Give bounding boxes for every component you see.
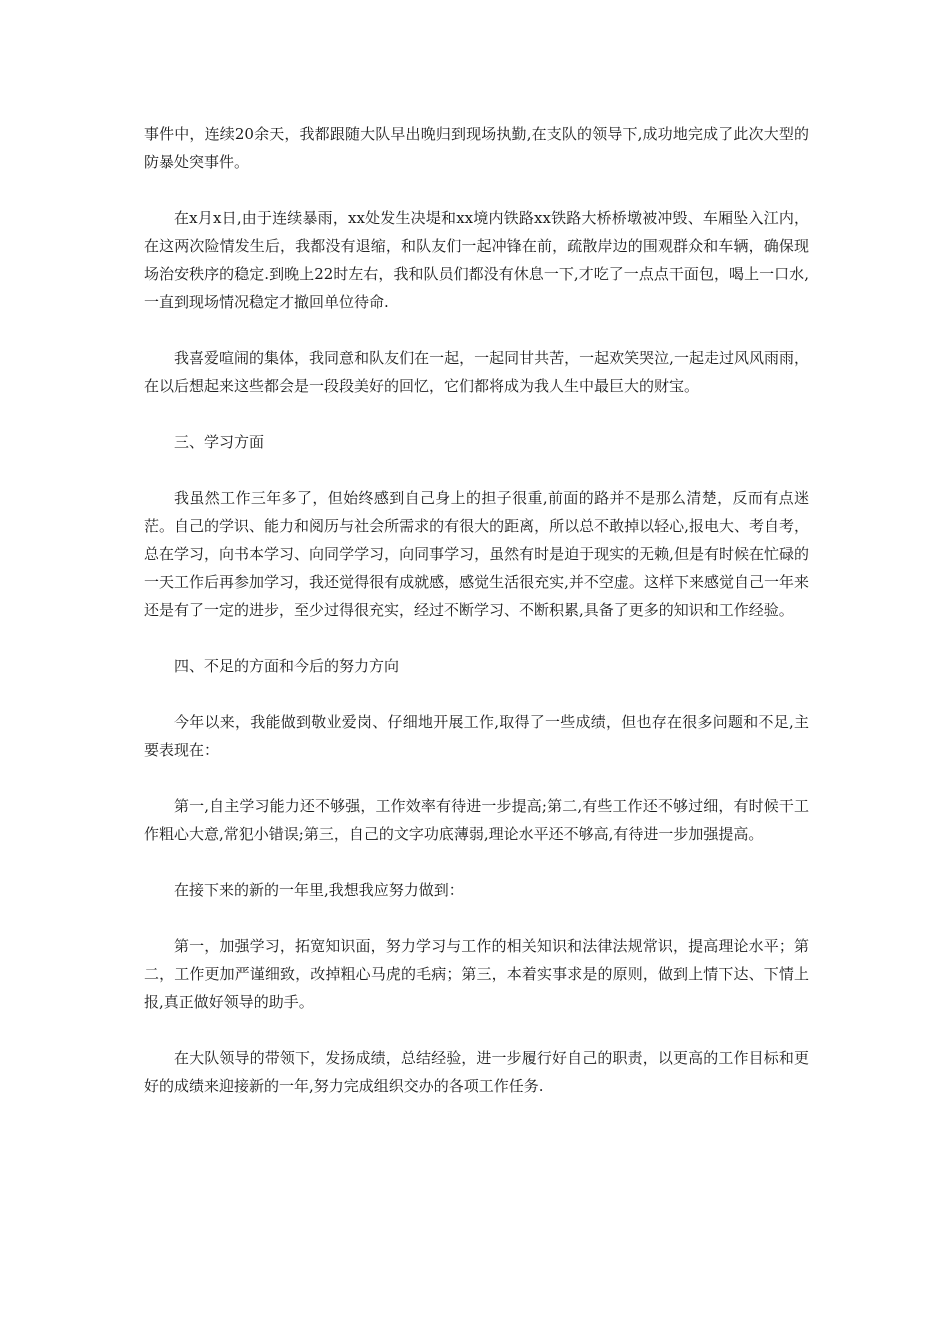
section-heading-shortcomings: 四、不足的方面和今后的努力方向 bbox=[174, 657, 400, 675]
paragraph-shortcomings-list: 第一,自主学习能力还不够强，工作效率有待进一步提高;第二,有些工作还不够过细，有时候干工作粗心大意,常犯小错误;第三，自己的文字功底薄弱,理论水平还不够高,有待进一步加强提高。 bbox=[144, 797, 809, 843]
paragraph-closing: 在大队领导的带领下，发扬成绩，总结经验，进一步履行好自己的职责，以更高的工作目标和更好的成绩来迎接新的一年,努力完成组织交办的各项工作任务. bbox=[144, 1049, 809, 1095]
section-heading-study: 三、学习方面 bbox=[174, 433, 265, 451]
paragraph-team-spirit: 我喜爱喧闹的集体，我同意和队友们在一起，一起同甘共苦，一起欢笑哭泣,一起走过风风雨雨，在以后想起来这些都会是一段段美好的回忆，它们都将成为我人生中最巨大的财宝。 bbox=[144, 349, 809, 395]
paragraph-flood-rescue: 在x月x日,由于连续暴雨，xx处发生决堤和xx境内铁路xx铁路大桥桥墩被冲毁、车厢坠入江内，在这两次险情发生后，我都没有退缩，和队友们一起冲锋在前，疏散岸边的围观群众和车辆，确保现场治安秩序的稳定.到晚上22时左右，我和队员们都没有休息一下,才吃了一点点干面包，喝上一口水,一直到现场情况稳定才撤回单位待命. bbox=[144, 209, 809, 311]
paragraph-study: 我虽然工作三年多了，但始终感到自己身上的担子很重,前面的路并不是那么清楚，反而有点迷茫。自己的学识、能力和阅历与社会所需求的有很大的距离，所以总不敢掉以轻心,报电大、考自考，总在学习，向书本学习、向同学学习，向同事学习，虽然有时是迫于现实的无赖,但是有时候在忙碌的一天工作后再参加学习，我还觉得很有成就感，感觉生活很充实,并不空虚。这样下来感觉自己一年来还是有了一定的进步，至少过得很充实，经过不断学习、不断积累,具备了更多的知识和工作经验。 bbox=[144, 489, 809, 619]
document-body bbox=[144, 120, 809, 1128]
paragraph-achievements: 今年以来，我能做到敬业爱岗、仔细地开展工作,取得了一些成绩，但也存在很多问题和不足,主要表现在： bbox=[144, 713, 809, 759]
paragraph-event-continuation: 事件中，连续20余天，我都跟随大队早出晚归到现场执勤,在支队的领导下,成功地完成了此次大型的防暴处突事件。 bbox=[144, 125, 809, 171]
paragraph-next-year-intro: 在接下来的新的一年里,我想我应努力做到： bbox=[174, 881, 464, 899]
paragraph-next-year-goals: 第一，加强学习，拓宽知识面，努力学习与工作的相关知识和法律法规常识，提高理论水平；第二，工作更加严谨细致，改掉粗心马虎的毛病；第三，本着实事求是的原则，做到上情下达、下情上报,真正做好领导的助手。 bbox=[144, 937, 809, 1011]
